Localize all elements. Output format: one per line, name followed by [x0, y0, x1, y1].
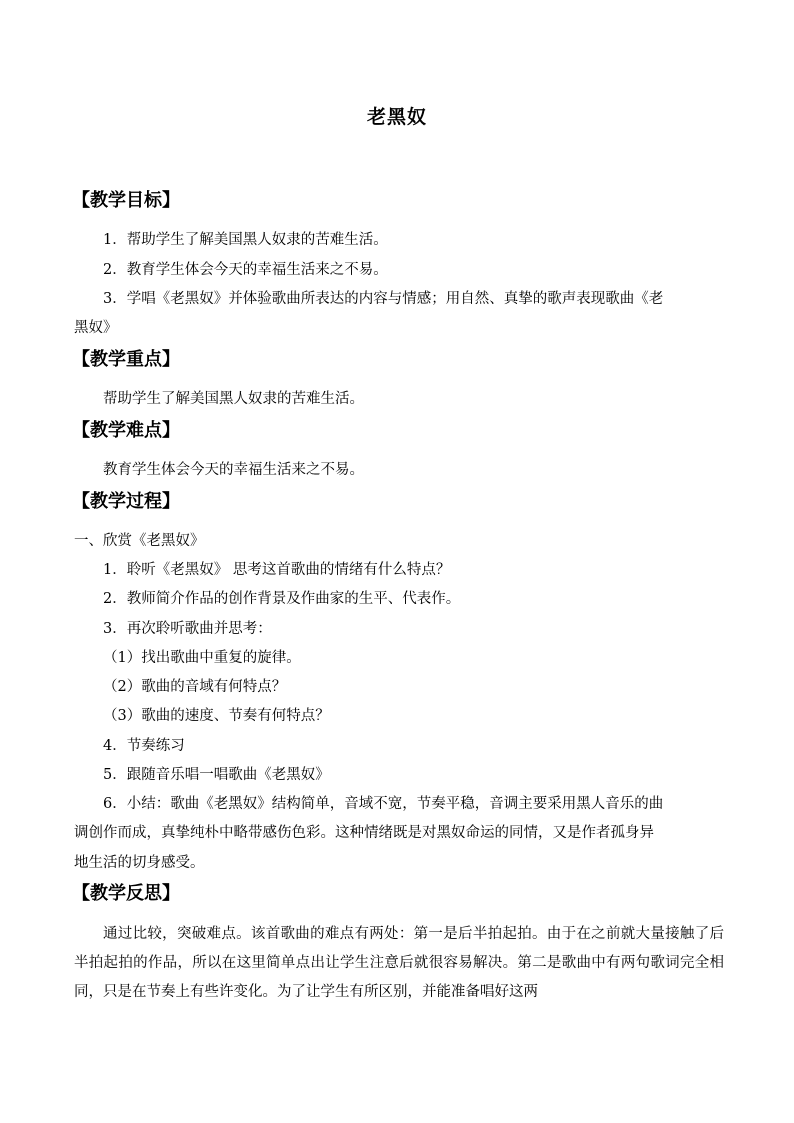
process-step: 4．节奏练习 — [103, 738, 185, 754]
process-part-title: 一、欣赏《老黑奴》 — [74, 533, 205, 549]
process-step-continued: 地生活的切身感受。 — [74, 855, 205, 871]
process-substep: （3）歌曲的速度、节奏有何特点？ — [103, 708, 330, 724]
key-points-text: 帮助学生了解美国黑人奴隶的苦难生活。 — [103, 391, 364, 407]
process-substep: （2）歌曲的音域有何特点？ — [103, 679, 287, 695]
process-step-continued: 调创作而成，真挚纯朴中略带感伤色彩。这种情绪既是对黑奴命运的同情，又是作者孤身异 — [74, 825, 654, 841]
difficulties-text: 教育学生体会今天的幸福生活来之不易。 — [103, 462, 364, 478]
objective-item: 2．教育学生体会今天的幸福生活来之不易。 — [103, 262, 388, 278]
process-step: 6．小结：歌曲《老黑奴》结构简单，音域不宽，节奏平稳，音调主要采用黑人音乐的曲 — [103, 796, 664, 812]
section-heading-process: 【教学过程】 — [72, 491, 180, 512]
objective-item-continued: 黑奴》 — [74, 320, 118, 336]
process-step: 5．跟随音乐唱一唱歌曲《老黑奴》 — [103, 767, 330, 783]
process-step: 3．再次聆听歌曲并思考： — [103, 621, 272, 637]
process-step: 1．聆听《老黑奴》 思考这首歌曲的情绪有什么特点？ — [103, 562, 451, 578]
reflection-paragraph: 通过比较，突破难点。该首歌曲的难点有两处：第一是后半拍起拍。由于在之前就大量接触了后半拍起拍的作品，所以在这里简单点出让学生注意后就很容易解决。第二是歌曲中有两句歌词完全相同，只是在节奏上有些许变化。为了让学生有所区别，并能准备唱好这两 — [74, 926, 724, 1000]
page-title: 老黑奴 — [366, 106, 427, 128]
objective-item: 1．帮助学生了解美国黑人奴隶的苦难生活。 — [103, 232, 388, 248]
section-heading-difficulties: 【教学难点】 — [72, 420, 180, 441]
section-heading-key-points: 【教学重点】 — [72, 349, 180, 370]
section-heading-reflection: 【教学反思】 — [72, 883, 180, 904]
section-heading-objectives: 【教学目标】 — [72, 190, 180, 211]
process-step: 2．教师简介作品的创作背景及作曲家的生平、代表作。 — [103, 591, 461, 607]
objective-item: 3．学唱《老黑奴》并体验歌曲所表达的内容与情感；用自然、真挚的歌声表现歌曲《老 — [103, 291, 664, 307]
process-substep: （1）找出歌曲中重复的旋律。 — [103, 650, 301, 666]
